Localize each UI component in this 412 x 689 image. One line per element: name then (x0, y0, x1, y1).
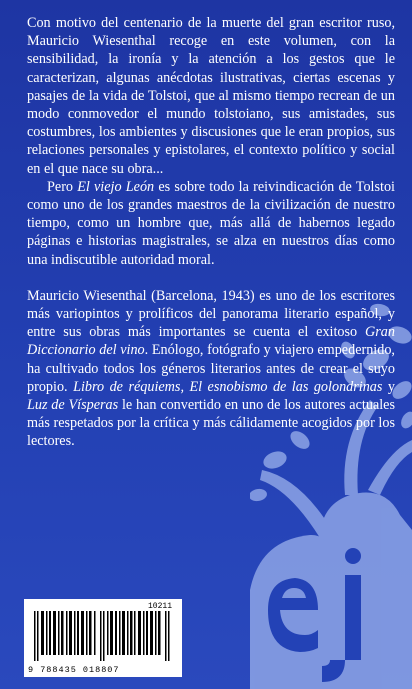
isbn-number: 9 788435 018807 (28, 665, 120, 675)
text-span: Pero (47, 178, 78, 195)
text-span: Mauricio Wiesenthal (Barcelona, 1943) es uno de los escritores más variopintos y prolíficos del panorama literario español, y entre sus obras más importantes se cuenta el exitoso (27, 287, 395, 341)
barcode-bars (34, 611, 172, 661)
book-title-italic: Luz de Vísperas (27, 397, 119, 414)
book-title-italic: El viejo León (77, 178, 155, 195)
text-span: es sobre todo la reivindicación de Tolstoi como uno de los grandes maestros de la civilización de nuestro tiempo, como un hombre que, más allá de habernos legado páginas e historias magistrales, se alza en nuestros días como una indiscutible autoridad moral. (27, 178, 395, 268)
synopsis-paragraph-2 (27, 178, 395, 269)
barcode-reference-number: 10211 (147, 602, 172, 611)
author-bio-paragraph (27, 287, 395, 451)
text-span: . Enólogo, fotógrafo y viajero empedernido, ha cultivado todos los géneros literarios antes de crear el suyo propio. (27, 342, 395, 395)
synopsis-paragraph-1: Con motivo del centenario de la muerte del gran escritor ruso, Mauricio Wiesenthal recoge en este volumen, con la sensibilidad, la ironía y la atención a los gestos que le caracterizan, algunas anécdotas ilustrativas, ciertas escenas y pasajes de la vida de Tolstoi, que al mismo tiempo recrean de un modo conmovedor el mundo tolstoiano, sus amistades, sus costumbres, los ambientes y discusiones que le eran propios, sus relaciones personales y epistolares, el contexto político y social en el que nace su obra... (27, 15, 395, 177)
book-title-italic: Libro de réquiems, El esnobismo de las golondrinas (73, 378, 383, 395)
back-cover-text (27, 14, 395, 451)
text-span: y (382, 378, 396, 395)
isbn-barcode (24, 599, 182, 677)
book-title-italic: Gran Diccionario del vino (27, 324, 395, 359)
text-span: le han convertido en uno de los autores actuales más respetados por la crítica y más cálidamente acogidos por los lectores. (27, 397, 395, 450)
